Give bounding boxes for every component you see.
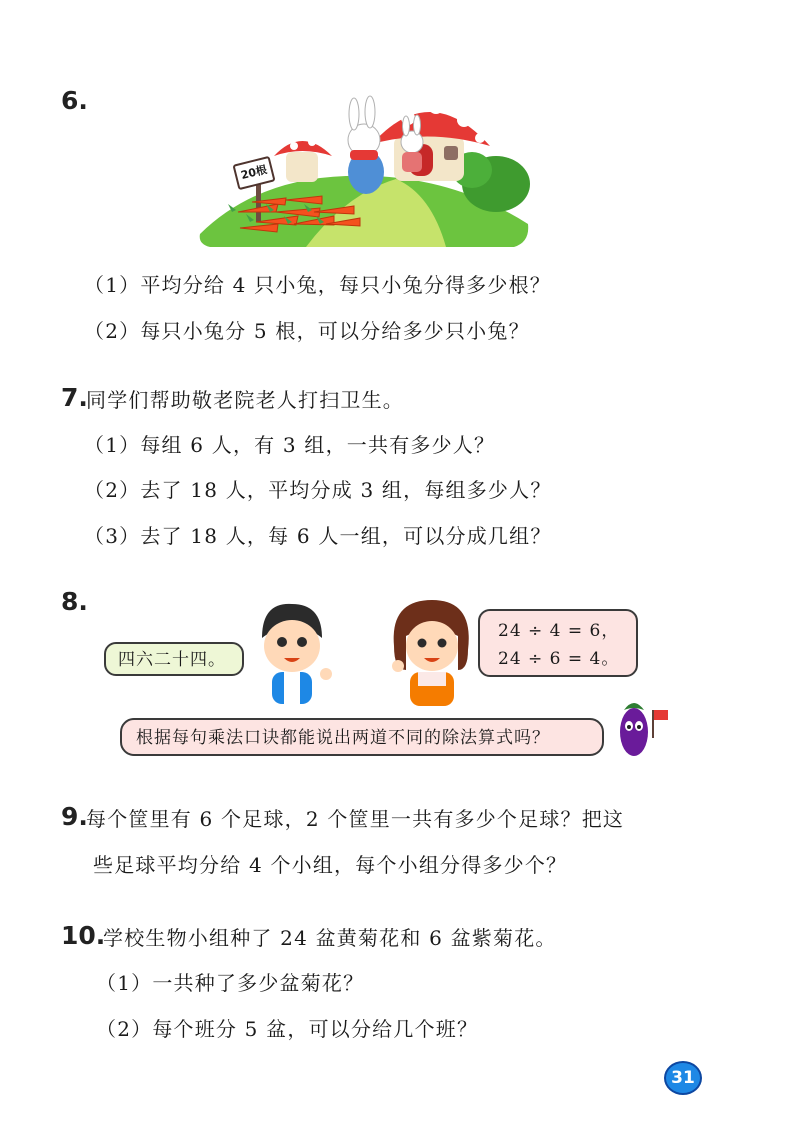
page-number-badge: 31 bbox=[664, 1061, 702, 1095]
girl-illustration bbox=[384, 596, 478, 708]
question-6-part-2: （2）每只小兔分 5 根，可以分给多少只小兔？ bbox=[84, 319, 530, 343]
question-10-number: 10. bbox=[61, 921, 106, 950]
boy-illustration bbox=[248, 598, 336, 706]
question-6-number: 6. bbox=[61, 86, 88, 115]
question-9-line-2: 些足球平均分给 4 个小组，每个小组分得多少个？ bbox=[93, 853, 568, 877]
carrot-count-sign: 20根 bbox=[232, 156, 275, 190]
question-8-number: 8. bbox=[61, 587, 88, 616]
girl-equation-2: 24 ÷ 6 = 4。 bbox=[498, 649, 620, 669]
question-10-text: 学校生物小组种了 24 盆黄菊花和 6 盆紫菊花。 bbox=[103, 926, 557, 950]
question-7-number: 7. bbox=[61, 383, 88, 412]
girl-equation-1: 24 ÷ 4 = 6， bbox=[498, 621, 620, 641]
eggplant-mascot-illustration bbox=[612, 688, 670, 760]
question-7-part-3: （3）去了 18 人，每 6 人一组，可以分成几组？ bbox=[84, 524, 552, 548]
boy-speech-bubble: 四六二十四。 bbox=[104, 642, 244, 676]
question-10-part-1: （1）一共种了多少盆菊花？ bbox=[96, 971, 365, 995]
question-7-part-2: （2）去了 18 人，平均分成 3 组，每组多少人？ bbox=[84, 478, 552, 502]
question-10-part-2: （2）每个班分 5 盆，可以分给几个班？ bbox=[96, 1017, 479, 1041]
eggplant-question-bubble: 根据每句乘法口诀都能说出两道不同的除法算式吗？ bbox=[120, 718, 604, 756]
question-6-part-1: （1）平均分给 4 只小兔，每只小兔分得多少根？ bbox=[84, 273, 551, 297]
girl-speech-bubble bbox=[478, 609, 638, 677]
question-7-part-1: （1）每组 6 人，有 3 组，一共有多少人？ bbox=[84, 433, 496, 457]
question-9-number: 9. bbox=[61, 802, 88, 831]
question-9-line-1: 每个筐里有 6 个足球，2 个筐里一共有多少个足球？把这 bbox=[86, 807, 625, 831]
question-7-text: 同学们帮助敬老院老人打扫卫生。 bbox=[86, 388, 404, 412]
